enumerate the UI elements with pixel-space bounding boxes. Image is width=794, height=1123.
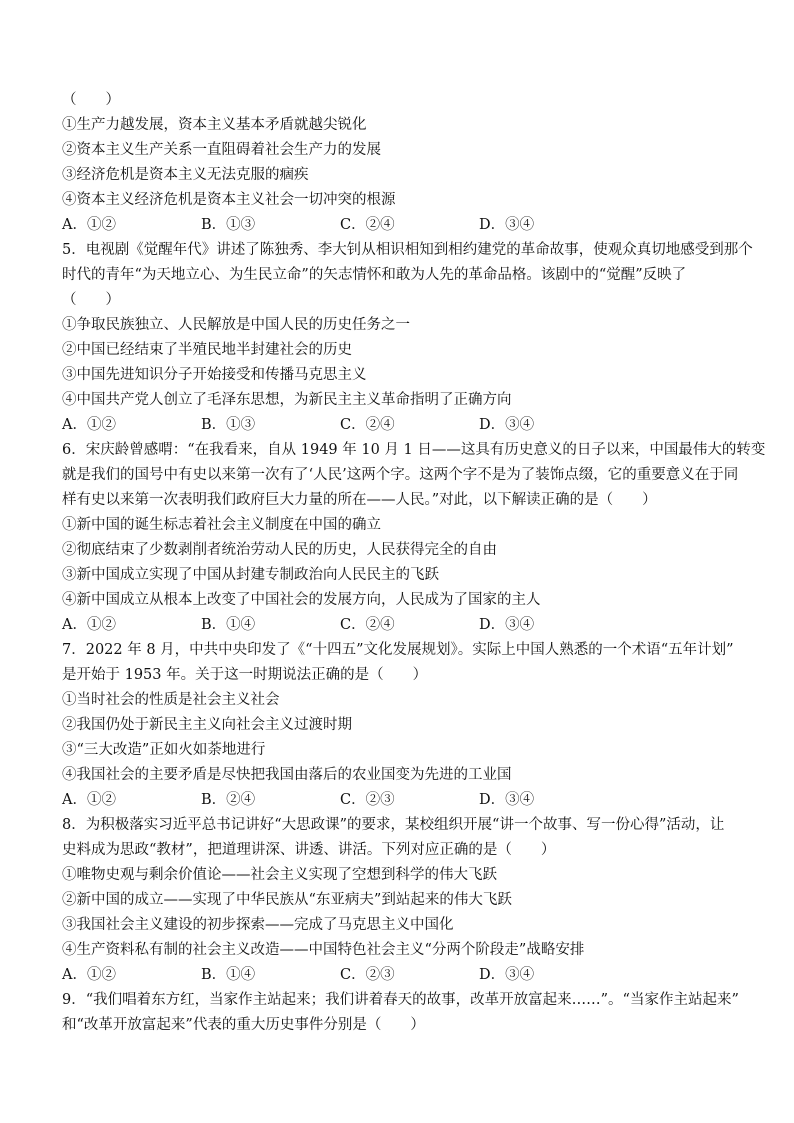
option-4: ④生产资料私有制的社会主义改造——中国特色社会主义“分两个阶段走”战略安排 — [62, 942, 585, 958]
choice-b: B．①③ — [201, 417, 256, 433]
choice-c: C．②④ — [340, 617, 395, 633]
option-4: ④我国社会的主要矛盾是尽快把我国由落后的农业国变为先进的工业国 — [62, 767, 512, 783]
option-2: ②彻底结束了少数剥削者统治劳动人民的历史，人民获得完全的自由 — [62, 542, 497, 558]
question-5 — [62, 238, 753, 438]
choice-a: A．①② — [62, 967, 116, 983]
choice-b: B．②④ — [201, 792, 256, 808]
option-1: ①新中国的诞生标志着社会主义制度在中国的确立 — [62, 517, 381, 533]
answer-choices — [62, 788, 742, 813]
option-3: ③中国先进知识分子开始接受和传播马克思主义 — [62, 367, 367, 383]
answer-bracket: （ ） — [62, 92, 120, 108]
choice-c: C．②③ — [340, 792, 395, 808]
question-stem: 样有史以来第一次表明我们政府巨大力量的所在——人民。”对此，以下解读正确的是（ ） — [62, 492, 657, 508]
choice-b: B．①③ — [201, 217, 256, 233]
question-stem: 就是我们的国号中有史以来第一次有了‘人民’这两个字。这两个字不是为了装饰点缀，它的重要意义在于同 — [62, 467, 739, 483]
option-3: ③新中国成立实现了中国从封建专制政治向人民民主的飞跃 — [62, 567, 439, 583]
question-9 — [62, 988, 742, 1038]
question-stem: 9．“我们唱着东方红，当家作主站起来；我们讲着春天的故事，改革开放富起来……”。“当家作主站起来” — [62, 992, 739, 1008]
question-stem: 时代的青年“为天地立心、为生民立命”的矢志情怀和敢为人先的革命品格。该剧中的“觉醒”反映了 — [62, 267, 687, 283]
question-stem: 和“改革开放富起来”代表的重大历史事件分别是（ ） — [62, 1017, 425, 1033]
choice-d: D．③④ — [479, 217, 535, 233]
option-1: ①唯物史观与剩余价值论——社会主义实现了空想到科学的伟大飞跃 — [62, 867, 497, 883]
choice-b: B．①④ — [201, 617, 256, 633]
option-2: ②资本主义生产关系一直阻碍着社会生产力的发展 — [62, 142, 381, 158]
option-4: ④资本主义经济危机是资本主义社会一切冲突的根源 — [62, 192, 396, 208]
choice-a: A．①② — [62, 617, 116, 633]
question-stem: 史料成为思政“教材”，把道理讲深、讲透、讲活。下列对应正确的是（ ） — [62, 842, 556, 858]
option-4: ④中国共产党人创立了毛泽东思想，为新民主主义革命指明了正确方向 — [62, 392, 512, 408]
question-6 — [62, 438, 766, 638]
option-2: ②中国已经结束了半殖民地半封建社会的历史 — [62, 342, 352, 358]
choice-d: D．③④ — [479, 967, 535, 983]
choice-a: A．①② — [62, 792, 116, 808]
option-3: ③我国社会主义建设的初步探索——完成了马克思主义中国化 — [62, 917, 454, 933]
option-1: ①争取民族独立、人民解放是中国人民的历史任务之一 — [62, 317, 410, 333]
question-4 — [62, 88, 742, 238]
choice-d: D．③④ — [479, 617, 535, 633]
answer-choices — [62, 413, 742, 438]
option-3: ③经济危机是资本主义无法克服的痼疾 — [62, 167, 309, 183]
answer-choices — [62, 613, 742, 638]
choice-a: A．①② — [62, 217, 116, 233]
question-stem: （ ） — [62, 292, 120, 308]
question-7 — [62, 638, 742, 813]
question-stem: 6．宋庆龄曾感喟：“在我看来，自从 1949 年 10 月 1 日——这具有历史意义的日子以来，中国最伟大的转变 — [62, 442, 766, 458]
exam-page — [62, 88, 766, 1038]
question-8 — [62, 813, 742, 988]
option-2: ②我国仍处于新民主主义向社会主义过渡时期 — [62, 717, 352, 733]
question-stem: 8．为积极落实习近平总书记讲好“大思政课”的要求，某校组织开展“讲一个故事、写一份心得”活动，让 — [62, 817, 725, 833]
answer-choices — [62, 963, 742, 988]
option-4: ④新中国成立从根本上改变了中国社会的发展方向，人民成为了国家的主人 — [62, 592, 541, 608]
choice-b: B．①④ — [201, 967, 256, 983]
choice-c: C．②④ — [340, 417, 395, 433]
question-stem: 5．电视剧《觉醒年代》讲述了陈独秀、李大钊从相识相知到相约建党的革命故事，使观众真切地感受到那个 — [62, 242, 753, 258]
question-stem: 是开始于 1953 年。关于这一时期说法正确的是（ ） — [62, 667, 428, 683]
option-2: ②新中国的成立——实现了中华民族从“东亚病夫”到站起来的伟大飞跃 — [62, 892, 512, 908]
question-stem: 7．2022 年 8 月，中共中央印发了《“十四五”文化发展规划》。实际上中国人熟悉的一个术语“五年计划” — [62, 642, 734, 658]
answer-choices — [62, 213, 742, 238]
option-1: ①当时社会的性质是社会主义社会 — [62, 692, 280, 708]
option-3: ③“三大改造”正如火如荼地进行 — [62, 742, 266, 758]
choice-d: D．③④ — [479, 792, 535, 808]
choice-a: A．①② — [62, 417, 116, 433]
option-1: ①生产力越发展，资本主义基本矛盾就越尖锐化 — [62, 117, 367, 133]
choice-c: C．②③ — [340, 967, 395, 983]
choice-c: C．②④ — [340, 217, 395, 233]
choice-d: D．③④ — [479, 417, 535, 433]
